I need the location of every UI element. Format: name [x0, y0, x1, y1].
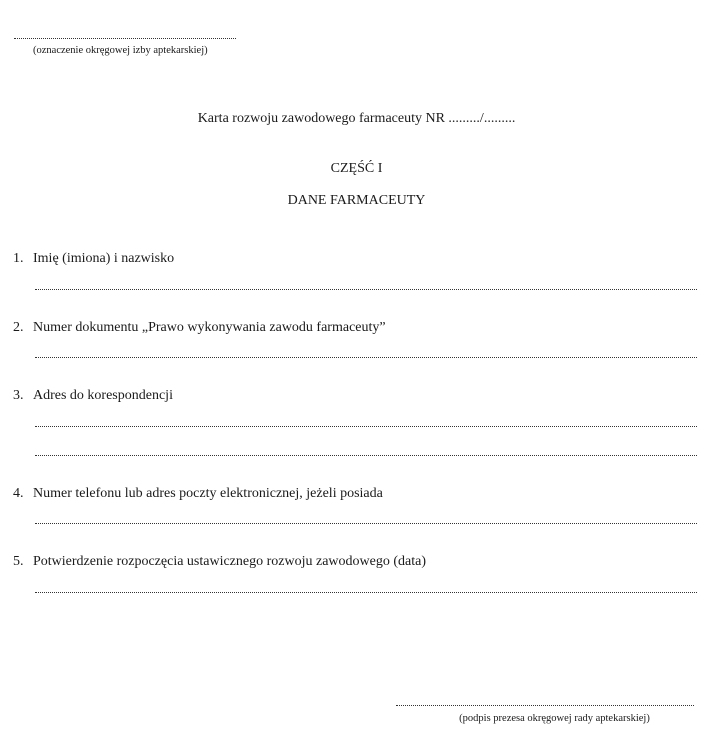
signature-dotted-line[interactable]	[396, 705, 694, 706]
field-label: Potwierdzenie rozpoczęcia ustawicznego rozwoju zawodowego (data)	[33, 554, 426, 569]
card-title: Karta rozwoju zawodowego farmaceuty NR ........./.........	[197, 111, 516, 126]
field-3-input-line-1[interactable]	[35, 426, 697, 427]
field-4-input-line[interactable]	[35, 523, 697, 524]
field-number: 1.	[13, 251, 24, 266]
signature-label: (podpis prezesa okręgowej rady aptekarskiej)	[459, 713, 650, 724]
field-label: Imię (imiona) i nazwisko	[33, 251, 175, 266]
field-3-heading	[13, 388, 173, 404]
field-label: Adres do korespondencji	[33, 388, 173, 403]
field-5-heading	[13, 554, 426, 570]
field-number: 4.	[13, 486, 24, 501]
field-5-input-line[interactable]	[35, 592, 697, 593]
field-3-input-line-2[interactable]	[35, 455, 697, 456]
field-1-heading	[13, 251, 174, 267]
field-label: Numer dokumentu „Prawo wykonywania zawodu farmaceuty”	[33, 320, 386, 335]
field-2-heading	[13, 320, 386, 336]
field-label: Numer telefonu lub adres poczty elektronicznej, jeżeli posiada	[33, 486, 383, 501]
chamber-label: (oznaczenie okręgowej izby aptekarskiej)	[33, 45, 208, 56]
field-4-heading	[13, 486, 383, 502]
field-2-input-line[interactable]	[35, 357, 697, 358]
field-1-input-line[interactable]	[35, 289, 697, 290]
chamber-dotted-line	[14, 38, 236, 39]
section-part: CZĘŚĆ I	[330, 161, 383, 176]
field-number: 2.	[13, 320, 24, 335]
section-name: DANE FARMACEUTY	[287, 193, 426, 208]
field-number: 5.	[13, 554, 24, 569]
field-number: 3.	[13, 388, 24, 403]
